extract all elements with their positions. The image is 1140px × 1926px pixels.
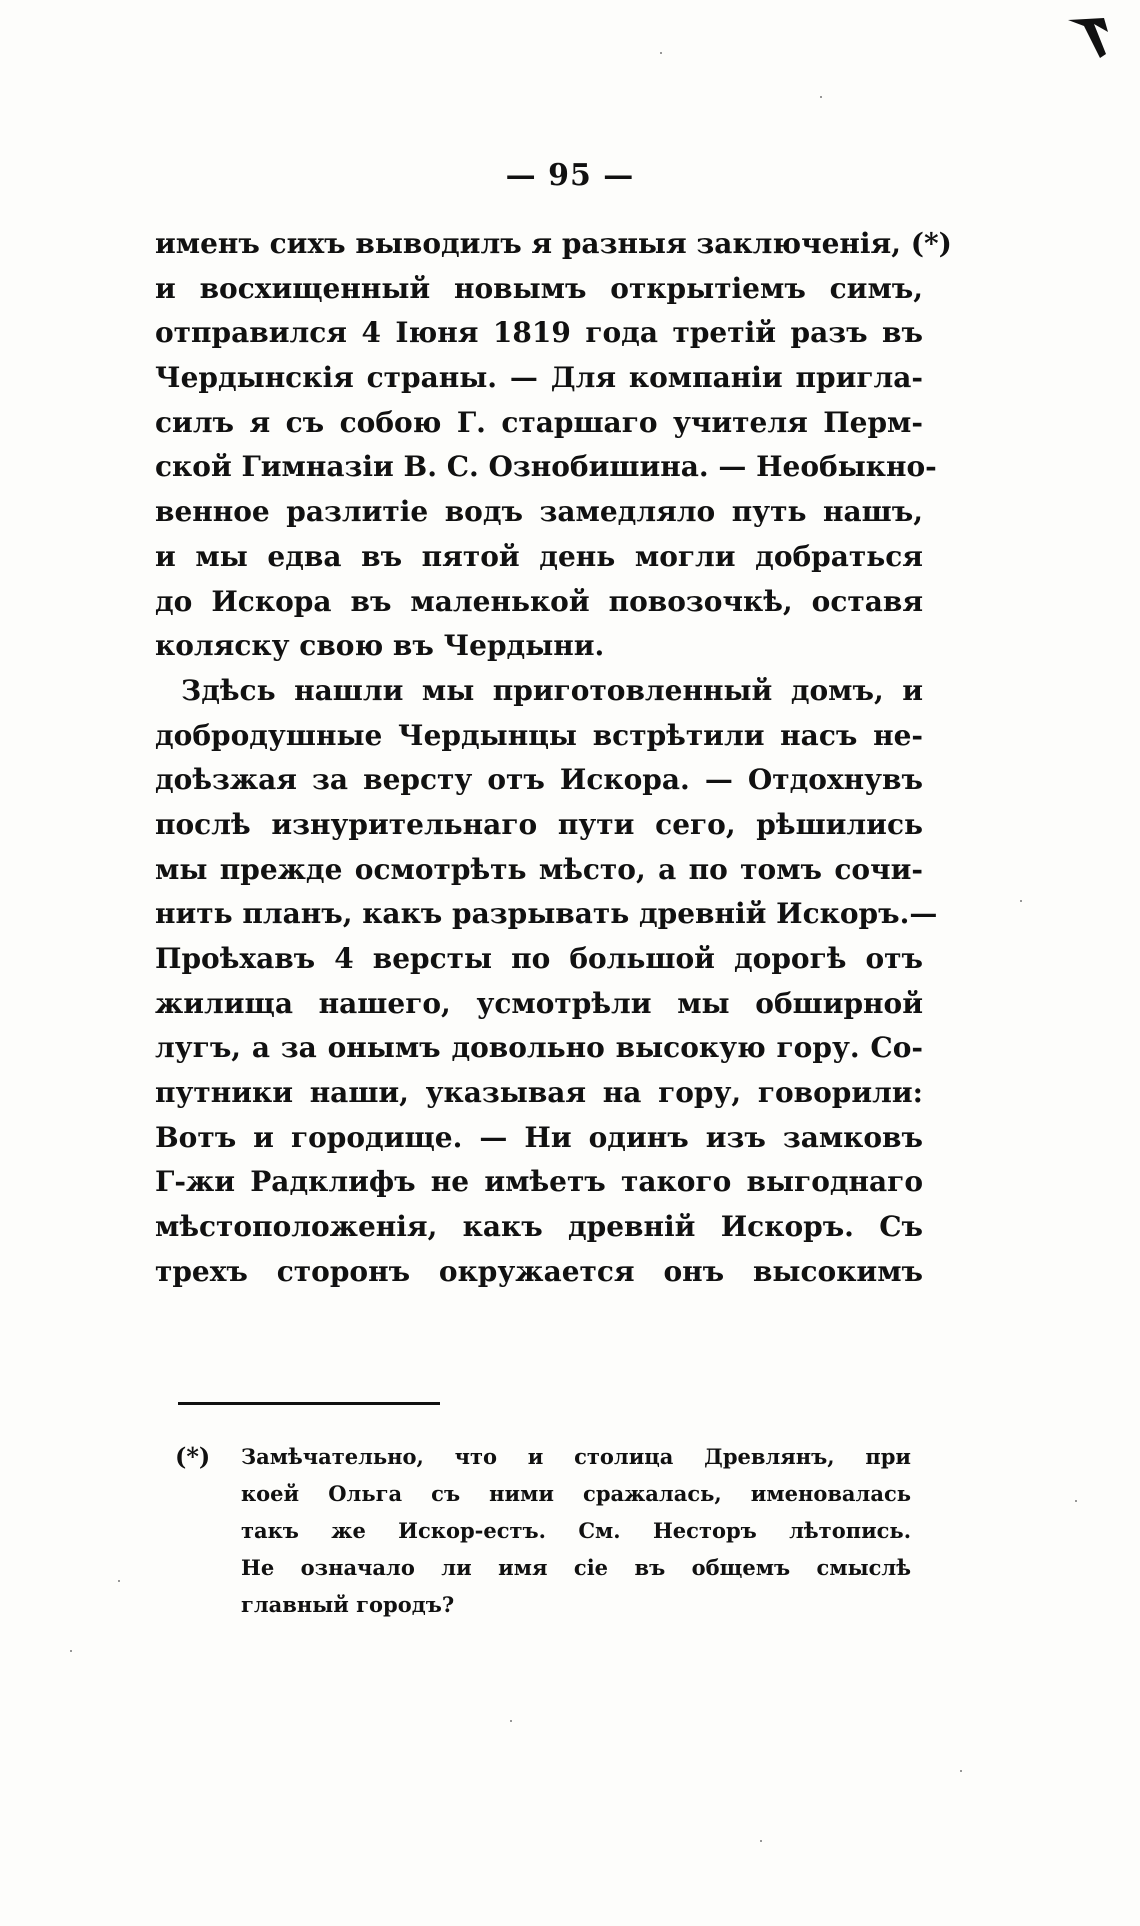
text-line: мѣстоположенія, какъ древній Искоръ. Съ <box>155 1210 923 1244</box>
text-line: Чердынскія страны. — Для компаніи пригла- <box>155 361 923 395</box>
text-line: коляску свою въ Чердыни. <box>155 629 605 663</box>
text-line: нить планъ, какъ разрывать древній Искоръ.— <box>155 897 938 931</box>
text-line: путники наши, указывая на гору, говорили: <box>155 1076 923 1110</box>
text-line: добродушные Чердынцы встрѣтили насъ не- <box>155 718 923 752</box>
footnote-line: такъ же Искор-естъ. См. Несторъ лѣтопись. <box>241 1518 911 1543</box>
text-line: мы прежде осмотрѣть мѣсто, а по томъ сочи- <box>155 852 923 886</box>
footnote-line: Не означало ли имя сіе въ общемъ смыслѣ <box>241 1555 911 1580</box>
footnote-line: Замѣчательно, что и столица Древлянъ, при <box>241 1444 911 1469</box>
text-line: Здѣсь нашли мы приготовленный домъ, и <box>181 673 923 707</box>
text-line: именъ сихъ выводилъ я разныя заключенія, (*) <box>155 227 952 260</box>
text-line: доѣзжая за версту отъ Искора. — Отдохнувъ <box>155 763 923 797</box>
scan-speck <box>1020 900 1022 902</box>
text-line: и мы едва въ пятой день могли добраться <box>155 539 923 573</box>
text-line: Г-жи Радклифъ не имѣетъ такого выгоднаго <box>155 1165 923 1199</box>
text-line: венное разлитіе водъ замедляло путь нашъ, <box>155 495 923 529</box>
text-line: ской Гимназіи В. С. Ознобишина. — Необыкно- <box>155 450 937 484</box>
scan-speck <box>70 1650 72 1652</box>
text-line: трехъ сторонъ окружается онъ высокимъ <box>155 1254 923 1288</box>
scan-speck <box>760 1840 762 1842</box>
text-line: Вотъ и городище. — Ни одинъ изъ замковъ <box>155 1120 923 1154</box>
page-number: — 95 — <box>505 158 635 193</box>
text-line: и восхищенный новымъ открытіемъ симъ, <box>155 271 923 305</box>
scan-speck <box>118 1580 120 1582</box>
page-corner-mark <box>1064 14 1112 62</box>
footnote-text <box>241 1438 911 1623</box>
footnote-line: главный городъ? <box>241 1592 455 1617</box>
text-line: лугъ, а за онымъ довольно высокую гору. Со- <box>155 1031 923 1065</box>
text-line: силъ я съ собою Г. старшаго учителя Перм- <box>155 405 923 439</box>
footnote-divider <box>178 1402 440 1405</box>
text-line: отправился 4 Іюня 1819 года третій разъ въ <box>155 316 923 350</box>
footnote-line: коей Ольга съ ними сражалась, именовалась <box>241 1481 911 1506</box>
text-line: послѣ изнурительнаго пути сего, рѣшились <box>155 807 923 841</box>
scan-speck <box>820 96 822 98</box>
text-line: Проѣхавъ 4 версты по большой дорогѣ отъ <box>155 942 923 975</box>
body-text <box>155 222 952 1295</box>
text-line: жилища нашего, усмотрѣли мы обширной <box>155 986 923 1020</box>
scan-speck <box>960 1770 962 1772</box>
text-line: до Искора въ маленькой повозочкѣ, оставя <box>155 584 923 618</box>
scan-speck <box>510 1720 512 1722</box>
scan-speck <box>660 52 662 54</box>
scan-speck <box>1075 1500 1077 1502</box>
footnote-marker: (*) <box>175 1442 211 1471</box>
